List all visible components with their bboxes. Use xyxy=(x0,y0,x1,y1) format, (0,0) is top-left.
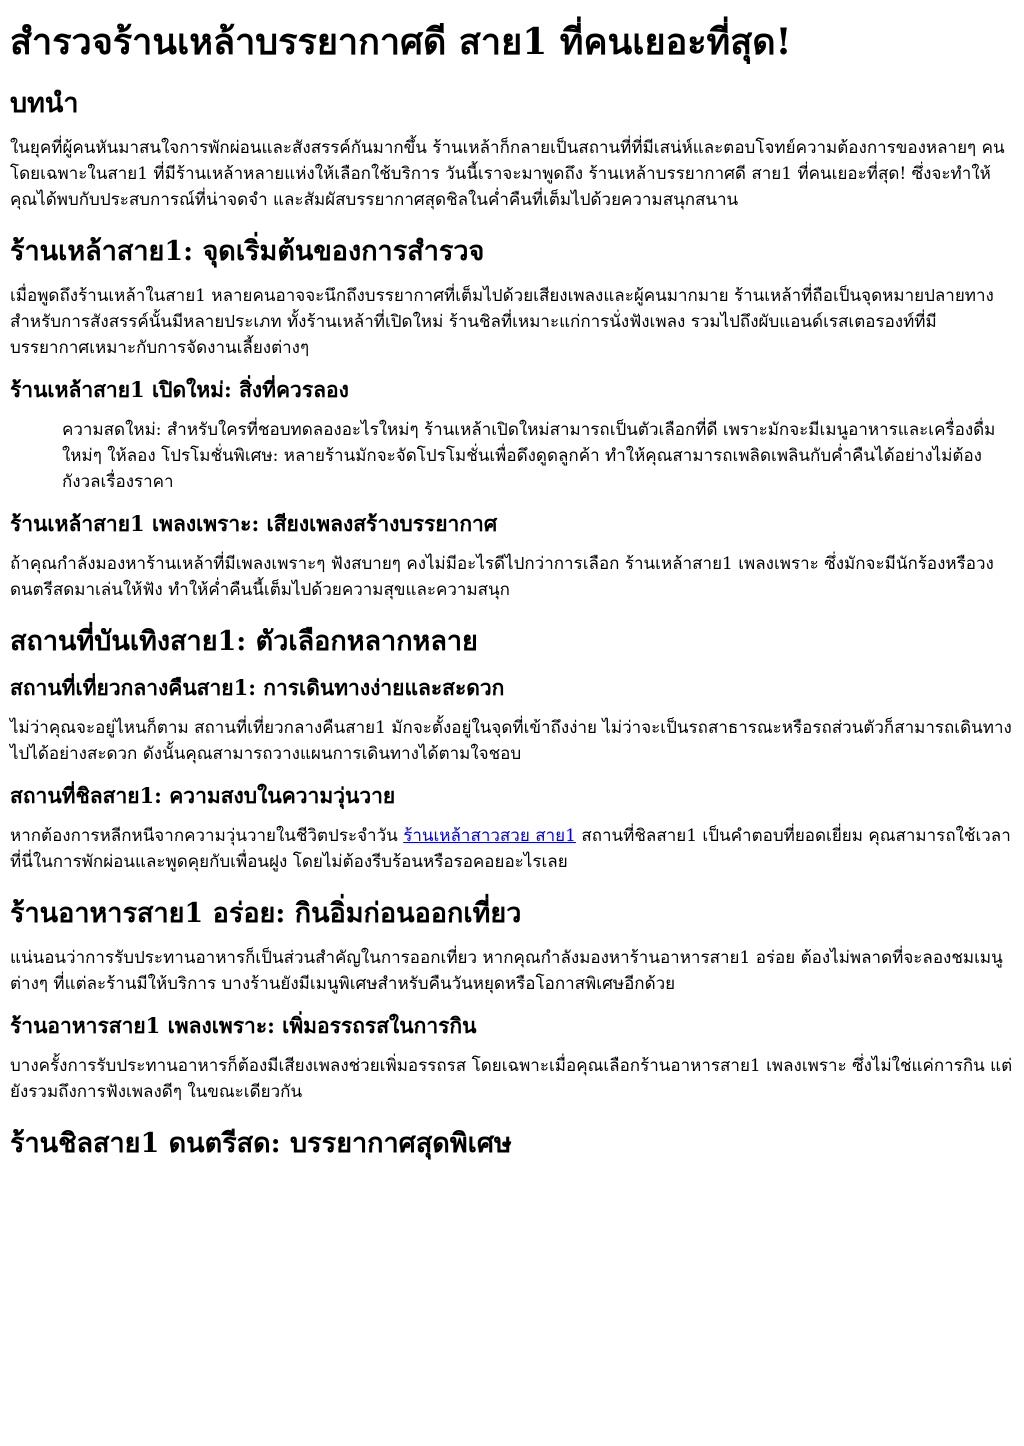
heading-section-3: ร้านอาหารสาย1 อร่อย: กินอิ่มก่อนออกเที่ยว xyxy=(10,898,522,930)
paragraph-intro: ในยุคที่ผู้คนหันมาสนใจการพักผ่อนและสังสรรค์กันมากขึ้น ร้านเหล้าก็กลายเป็นสถานที่ที่มีเสน่ห์และตอบโจทย์ความต้องการของหลายๆ คน โดยเฉพาะในสาย1 ที่มีร้านเหล้าหลายแห่งให้เลือกใช้บริการ วันนี้เราจะมาพูดถึง ร้านเหล้าบรรยากาศดี สาย1 ที่คนเยอะที่สุด! ซึ่งจะทำให้คุณได้พบกับประสบการณ์ที่น่าจดจำ และสัมผัสบรรยากาศสุดชิลในค่ำคืนที่เต็มไปด้วยความสนุกสนาน xyxy=(10,137,1005,210)
heading-section-1a: ร้านเหล้าสาย1 เปิดใหม่: สิ่งที่ควรลอง xyxy=(10,376,349,402)
heading-section-2a: สถานที่เที่ยวกลางคืนสาย1: การเดินทางง่ายและสะดวก xyxy=(10,674,505,700)
blockquote-section-1a: ความสดใหม่: สำหรับใครที่ชอบทดลองอะไรใหม่ๆ ร้านเหล้าเปิดใหม่สามารถเป็นตัวเลือกที่ดี เพราะมักจะมีเมนูอาหารและเครื่องดื่มใหม่ๆ ให้ลอง โปรโมชั่นพิเศษ: หลายร้านมักจะจัดโปรโมชั่นเพื่อดึงดูดลูกค้า ทำให้คุณสามารถเพลิดเพลินกับค่ำคืนได้อย่างไม่ต้องกังวลเรื่องราคา xyxy=(62,419,996,492)
paragraph-section-2b xyxy=(10,823,1014,875)
paragraph-section-2b-text-before: หากต้องการหลีกหนีจากความวุ่นวายในชีวิตประจำวัน xyxy=(10,826,404,847)
heading-intro: บทนำ xyxy=(10,88,79,119)
heading-section-4: ร้านชิลสาย1 ดนตรีสด: บรรยากาศสุดพิเศษ xyxy=(10,1128,512,1160)
paragraph-section-1: เมื่อพูดถึงร้านเหล้าในสาย1 หลายคนอาจจะนึกถึงบรรยากาศที่เต็มไปด้วยเสียงเพลงและผู้คนมากมาย ร้านเหล้าที่ถือเป็นจุดหมายปลายทางสำหรับการสังสรรค์นั้นมีหลายประเภท ทั้งร้านเหล้าที่เปิดใหม่ ร้านชิลที่เหมาะแก่การนั่งฟังเพลง รวมไปถึงผับแอนด์เรสเตอรองท์ที่มีบรรยากาศเหมาะกับการจัดงานเลี้ยงต่างๆ xyxy=(10,285,994,358)
page-title: สำรวจร้านเหล้าบรรยากาศดี สาย1 ที่คนเยอะที่สุด! xyxy=(10,21,792,63)
heading-section-1: ร้านเหล้าสาย1: จุดเริ่มต้นของการสำรวจ xyxy=(10,235,485,267)
heading-section-2b: สถานที่ชิลสาย1: ความสงบในความวุ่นวาย xyxy=(10,783,396,808)
paragraph-section-3a: บางครั้งการรับประทานอาหารก็ต้องมีเสียงเพลงช่วยเพิ่มอรรถรส โดยเฉพาะเมื่อคุณเลือกร้านอาหารสาย1 เพลงเพราะ ซึ่งไม่ใช่แค่การกิน แต่ยังรวมถึงการฟังเพลงดีๆ ในขณะเดียวกัน xyxy=(10,1056,1013,1103)
paragraph-section-1b: ถ้าคุณกำลังมองหาร้านเหล้าที่มีเพลงเพราะๆ ฟังสบายๆ คงไม่มีอะไรดีไปกว่าการเลือก ร้านเหล้าสาย1 เพลงเพราะ ซึ่งมักจะมีนักร้องหรือวงดนตรีสดมาเล่นให้ฟัง ทำให้ค่ำคืนนี้เต็มไปด้วยความสุขและความสนุก xyxy=(10,554,994,600)
link-bar-beautiful-girls[interactable]: ร้านเหล้าสาวสวย สาย1 xyxy=(403,826,576,847)
paragraph-section-2a: ไม่ว่าคุณจะอยู่ไหนก็ตาม สถานที่เที่ยวกลางคืนสาย1 มักจะตั้งอยู่ในจุดที่เข้าถึงง่าย ไม่ว่าจะเป็นรถสาธารณะหรือรถส่วนตัวก็สามารถเดินทางไปได้อย่างสะดวก ดังนั้นคุณสามารถวางแผนการเดินทางได้ตามใจชอบ xyxy=(10,718,1012,764)
paragraph-section-3: แน่นอนว่าการรับประทานอาหารก็เป็นส่วนสำคัญในการออกเที่ยว หากคุณกำลังมองหาร้านอาหารสาย1 อร่อย ต้องไม่พลาดที่จะลองชมเมนูต่างๆ ที่แต่ละร้านมีให้บริการ บางร้านยังมีเมนูพิเศษสำหรับคืนวันหยุดหรือโอกาสพิเศษอีกด้วย xyxy=(10,948,1003,994)
heading-section-2: สถานที่บันเทิงสาย1: ตัวเลือกหลากหลาย xyxy=(10,626,478,657)
heading-section-1b: ร้านเหล้าสาย1 เพลงเพราะ: เสียงเพลงสร้างบรรยากาศ xyxy=(10,510,498,536)
paragraph-section-2b-text-after: สถานที่ชิลสาย1 เป็นคำตอบที่ยอดเยี่ยม คุณสามารถใช้เวลาที่นี่ในการพักผ่อนและพูดคุยกับเพื่อนฝูง โดยไม่ต้องรีบร้อนหรือรอคอยอะไรเลย xyxy=(10,826,1011,873)
heading-section-3a: ร้านอาหารสาย1 เพลงเพราะ: เพิ่มอรรถรสในการกิน xyxy=(10,1013,477,1038)
